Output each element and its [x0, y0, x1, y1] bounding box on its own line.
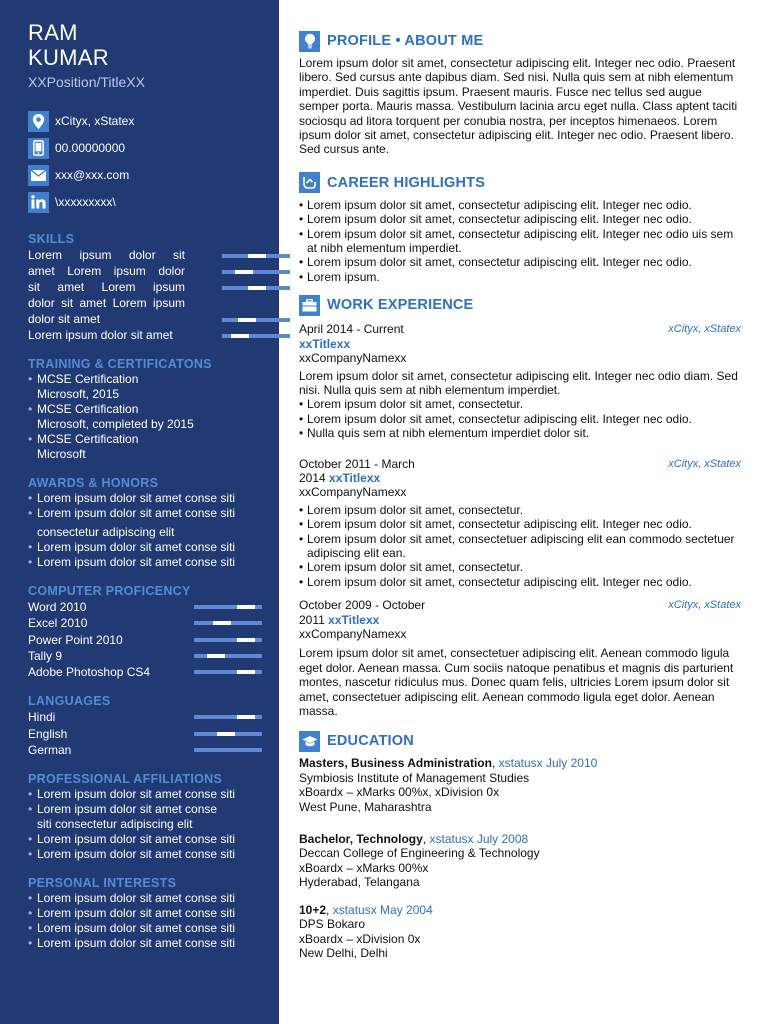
job-header — [299, 322, 741, 336]
list-item: • Lorem ipsum dolor sit amet conse siti — [28, 847, 263, 862]
computer-item-label: Excel 2010 — [28, 616, 88, 631]
education-degree: Masters, Business Administration — [299, 756, 492, 771]
skill-text: Lorem ipsum dolor sit amet — [28, 328, 173, 342]
list-item: • Lorem ipsum dolor sit amet, consectetuer adipiscing elit ean commodo sectetuer adipiscing elit ean. — [299, 532, 741, 561]
list-item: • Lorem ipsum dolor sit amet conse siti — [28, 506, 263, 521]
education-school: DPS Bokaro — [299, 917, 366, 932]
affiliations-heading: PROFESSIONAL AFFILIATIONS — [28, 772, 223, 787]
list-item-detail: siti consectetur adipiscing elit — [37, 817, 193, 832]
job-bullets — [299, 503, 741, 589]
job-dates: April 2014 - Current — [299, 322, 404, 337]
education-place: West Pune, Maharashtra — [299, 799, 432, 814]
position-title: XXPosition/TitleXX — [28, 74, 145, 90]
computer-list — [28, 599, 263, 680]
skill-level-fill — [235, 270, 253, 274]
interests-list — [28, 891, 263, 951]
job-location: xCityx, xStatex — [668, 457, 741, 470]
education-degree-line: 10+2, xstatusx May 2004 — [299, 902, 433, 917]
list-item: • Lorem ipsum dolor sit amet conse siti — [28, 787, 263, 802]
graduation-cap-icon — [299, 731, 320, 752]
phone-icon — [28, 138, 49, 159]
work-section — [299, 294, 741, 718]
skill-line — [28, 279, 263, 295]
training-list — [28, 372, 263, 462]
list-item: • Lorem ipsum dolor sit amet, consectetur. — [299, 397, 741, 411]
skill-level-bar — [222, 254, 290, 258]
location-icon — [28, 111, 49, 132]
computer-item — [28, 615, 263, 631]
job-title: xxTitlexx — [299, 336, 351, 351]
education-entry — [299, 903, 741, 961]
list-item: • Lorem ipsum dolor sit amet conse siti — [28, 906, 263, 921]
skill-level-bar — [222, 318, 290, 322]
computer-level-bar — [194, 621, 262, 625]
list-item: • Lorem ipsum dolor sit amet conse siti — [28, 491, 263, 506]
job-company: xxCompanyNamexx — [299, 351, 407, 366]
skill-text: amet Lorem ipsum dolor — [28, 264, 185, 278]
computer-level-bar — [194, 605, 262, 609]
skill-line — [28, 247, 263, 263]
job-bullets — [299, 397, 741, 440]
profile-section — [299, 30, 741, 157]
job-company: xxCompanyNamexx — [299, 485, 407, 500]
first-name: RAM — [28, 20, 78, 45]
language-level-bar — [194, 748, 262, 752]
job-dates: October 2011 - March — [299, 456, 415, 471]
education-board: xBoardx – xMarks 00%x — [299, 860, 429, 875]
contact-location-text: xCityx, xStatex — [55, 114, 135, 128]
skill-text: dolor sit amet — [28, 312, 101, 326]
education-board: xBoardx – xMarks 00%x, xDivision 0x — [299, 785, 500, 800]
linkedin-icon — [28, 192, 49, 213]
profile-header — [299, 30, 741, 52]
job-company: xxCompanyNamexx — [299, 627, 407, 641]
contact-list — [28, 110, 263, 213]
skill-line — [28, 263, 263, 279]
education-degree-line: Bachelor, Technology, xstatusx July 2008 — [299, 832, 529, 847]
education-status: xstatusx May 2004 — [332, 902, 433, 917]
job-description: Lorem ipsum dolor sit amet, consectetuer adipiscing elit. Aenean commodo ligula eget dolor. Aenean massa. Cum sociis natoque penatibus et magnis dis parturient montes, nascetur ridiculus mus. Donec quam felis, ultricies Lorem ipsum dolor sit amet, consectetuer adipiscing elit. Aenean commodo ligula eget dolor. Aenean massa. — [299, 646, 734, 719]
list-item: • Lorem ipsum dolor sit amet, consectetur adipiscing elit. Integer nec odio. — [299, 212, 741, 226]
job-description: Lorem ipsum dolor sit amet, consectetur adipiscing elit. Integer nec odio diam. Sed nisi. Nulla quis sem at nibh elementum imperdiet. — [299, 368, 738, 397]
skill-level-fill — [238, 318, 256, 322]
computer-item-label: Adobe Photoshop CS4 — [28, 665, 151, 680]
skills-heading: SKILLS — [28, 232, 75, 246]
career-heading: CAREER HIGHLIGHTS — [327, 174, 486, 191]
briefcase-icon — [299, 295, 320, 316]
computer-level-fill — [213, 621, 231, 625]
language-level-fill — [217, 732, 235, 736]
education-school: Symbiosis Institute of Management Studies — [299, 770, 530, 785]
job-entry — [299, 322, 741, 440]
skill-level-fill — [231, 334, 249, 338]
email-icon — [28, 165, 49, 186]
job-header — [299, 598, 741, 612]
list-item: • Lorem ipsum dolor sit amet, consectetur. — [299, 503, 741, 517]
job-dates: October 2009 - October — [299, 598, 426, 613]
skill-level-fill — [248, 286, 266, 290]
computer-item — [28, 664, 263, 680]
career-header — [299, 172, 741, 194]
lightbulb-icon — [299, 31, 320, 52]
computer-item-label: Power Point 2010 — [28, 632, 123, 647]
list-item: • Lorem ipsum dolor sit amet conse — [28, 802, 263, 817]
contact-email — [28, 164, 263, 186]
career-section — [299, 172, 741, 284]
education-degree: Bachelor, Technology — [299, 832, 423, 847]
list-item: • Lorem ipsum. — [299, 270, 741, 284]
language-item — [28, 709, 263, 725]
list-item-detail: consectetur adipiscing elit — [37, 525, 175, 539]
computer-item-label: Tally 9 — [28, 648, 63, 663]
contact-linkedin — [28, 191, 263, 213]
list-item: • MCSE Certification — [28, 372, 263, 387]
computer-level-bar — [194, 638, 262, 642]
languages-heading: LANGUAGES — [28, 694, 111, 709]
job-location: xCityx, xStatex — [668, 323, 741, 336]
skill-line — [28, 327, 263, 343]
list-item-detail: Microsoft, completed by 2015 — [37, 417, 194, 431]
career-list — [299, 198, 741, 284]
list-item: • Nulla quis sem at nibh elementum imperdiet dolor sit. — [299, 426, 741, 440]
work-heading: WORK EXPERIENCE — [327, 297, 474, 314]
computer-level-fill — [207, 654, 225, 658]
main-content — [299, 30, 741, 972]
computer-level-fill — [237, 605, 255, 609]
list-item: • MCSE Certification — [28, 432, 263, 447]
languages-list — [28, 709, 263, 758]
skill-line — [28, 295, 263, 311]
list-item: • Lorem ipsum dolor sit amet conse siti — [28, 891, 263, 906]
list-item-detail: Microsoft — [37, 447, 86, 461]
sidebar — [0, 0, 279, 1024]
computer-level-bar — [194, 654, 262, 658]
list-item-detail: Microsoft, 2015 — [37, 387, 120, 401]
language-item-label: Hindi — [28, 710, 56, 725]
list-item: • Lorem ipsum dolor sit amet conse siti — [28, 555, 263, 570]
job-entry — [299, 598, 741, 718]
interests-heading: PERSONAL INTERESTS — [28, 876, 177, 891]
language-item — [28, 726, 263, 742]
computer-level-bar — [194, 670, 262, 674]
list-item: • Lorem ipsum dolor sit amet conse siti — [28, 540, 263, 555]
affiliations-list — [28, 787, 263, 862]
job-dates-line2 — [299, 471, 741, 485]
skill-level-bar — [222, 270, 290, 274]
contact-phone — [28, 137, 263, 159]
education-section — [299, 730, 741, 960]
awards-heading: AWARDS & HONORS — [28, 476, 159, 490]
education-entry — [299, 756, 741, 814]
computer-heading: COMPUTER PROFICENCY — [28, 584, 191, 598]
contact-linkedin-text: \xxxxxxxxx\ — [55, 195, 116, 209]
computer-level-fill — [237, 638, 255, 642]
list-item: • Lorem ipsum dolor sit amet, consectetur adipiscing elit. Integer nec odio. — [299, 412, 741, 426]
job-dates-end: 2014 — [299, 470, 326, 485]
list-item: • Lorem ipsum dolor sit amet conse siti — [28, 936, 263, 951]
skill-level-fill — [248, 254, 266, 258]
skill-level-bar — [222, 334, 290, 338]
job-title: xxTitlexx — [328, 612, 380, 627]
profile-text: Lorem ipsum dolor sit amet, consectetur adipiscing elit. Integer nec odio. Praesent libero. Sed cursus ante dapibus diam. Sed nisi. Nulla quis sem at nibh elementum imperdiet. Duis sagittis ipsum. Praesent mauris. Fusce nec tellus sed augue semper porta. Mauris massa. Vestibulum lacinia arcu eget nulla. Class aptent taciti sociosqu ad litora torquent per conubia nostra, per inceptos himenaeos. Lorem ipsum dolor sit amet, consectetur adipiscing elit. Integer nec odio. Praesent libero. Sed cursus ante. — [299, 56, 738, 157]
education-header — [299, 730, 741, 752]
job-header — [299, 457, 741, 471]
skill-text: sit amet Lorem ipsum — [28, 280, 185, 294]
computer-item — [28, 599, 263, 615]
list-item: • Lorem ipsum dolor sit amet conse siti — [28, 832, 263, 847]
list-item: • Lorem ipsum dolor sit amet, consectetur adipiscing elit. Integer nec odio. — [299, 575, 741, 589]
list-item: • Lorem ipsum dolor sit amet, consectetur adipiscing elit. Integer nec odio. — [299, 517, 741, 531]
language-item-label: German — [28, 743, 72, 758]
language-level-bar — [194, 732, 262, 736]
education-board: xBoardx – xDivision 0x — [299, 931, 421, 946]
skill-level-bar — [222, 286, 290, 290]
last-name: KUMAR — [28, 45, 109, 70]
list-item: • Lorem ipsum dolor sit amet conse siti — [28, 921, 263, 936]
profile-heading: PROFILE • ABOUT ME — [327, 33, 484, 49]
contact-email-text: xxx@xxx.com — [55, 168, 130, 182]
skill-text: Lorem ipsum dolor sit — [28, 248, 185, 262]
education-status: xstatusx July 2010 — [498, 756, 598, 771]
language-item-label: English — [28, 726, 68, 741]
education-entry — [299, 832, 741, 890]
hand-icon — [299, 172, 320, 193]
job-dates-line2 — [299, 613, 741, 627]
computer-item — [28, 648, 263, 664]
skill-text: dolor sit amet Lorem ipsum — [28, 296, 185, 310]
list-item: • Lorem ipsum dolor sit amet, consectetur adipiscing elit. Integer nec odio uis sem at nibh elementum imperdiet. — [299, 227, 741, 256]
computer-item — [28, 632, 263, 648]
computer-item-label: Word 2010 — [28, 600, 87, 614]
contact-location — [28, 110, 263, 132]
education-degree: 10+2 — [299, 902, 327, 917]
job-dates-end: 2011 — [299, 612, 325, 627]
job-location: xCityx, xStatex — [668, 599, 741, 612]
list-item: • MCSE Certification — [28, 402, 263, 417]
education-place: New Delhi, Delhi — [299, 945, 388, 960]
contact-phone-text: 00.00000000 — [55, 141, 126, 155]
education-place: Hyderabad, Telangana — [299, 875, 420, 890]
skills-list — [28, 247, 263, 343]
job-title: xxTitlexx — [329, 470, 381, 485]
language-level-bar — [194, 715, 262, 719]
list-item: • Lorem ipsum dolor sit amet, consectetur. — [299, 560, 741, 574]
education-degree-line: Masters, Business Administration, xstatusx July 2010 — [299, 756, 598, 771]
training-heading: TRAINING & CERTIFICATONS — [28, 357, 212, 371]
language-level-fill — [237, 715, 255, 719]
job-entry — [299, 457, 741, 590]
list-item: • Lorem ipsum dolor sit amet, consectetur adipiscing elit. Integer nec odio. — [299, 255, 741, 269]
education-school: Deccan College of Engineering & Technology — [299, 846, 540, 861]
list-item: • Lorem ipsum dolor sit amet, consectetur adipiscing elit. Integer nec odio. — [299, 198, 741, 212]
computer-level-fill — [237, 670, 255, 674]
awards-list — [28, 491, 263, 570]
work-header — [299, 294, 741, 316]
education-heading: EDUCATION — [327, 733, 414, 750]
language-item — [28, 742, 263, 758]
skill-line — [28, 311, 263, 327]
education-status: xstatusx July 2008 — [429, 832, 529, 847]
